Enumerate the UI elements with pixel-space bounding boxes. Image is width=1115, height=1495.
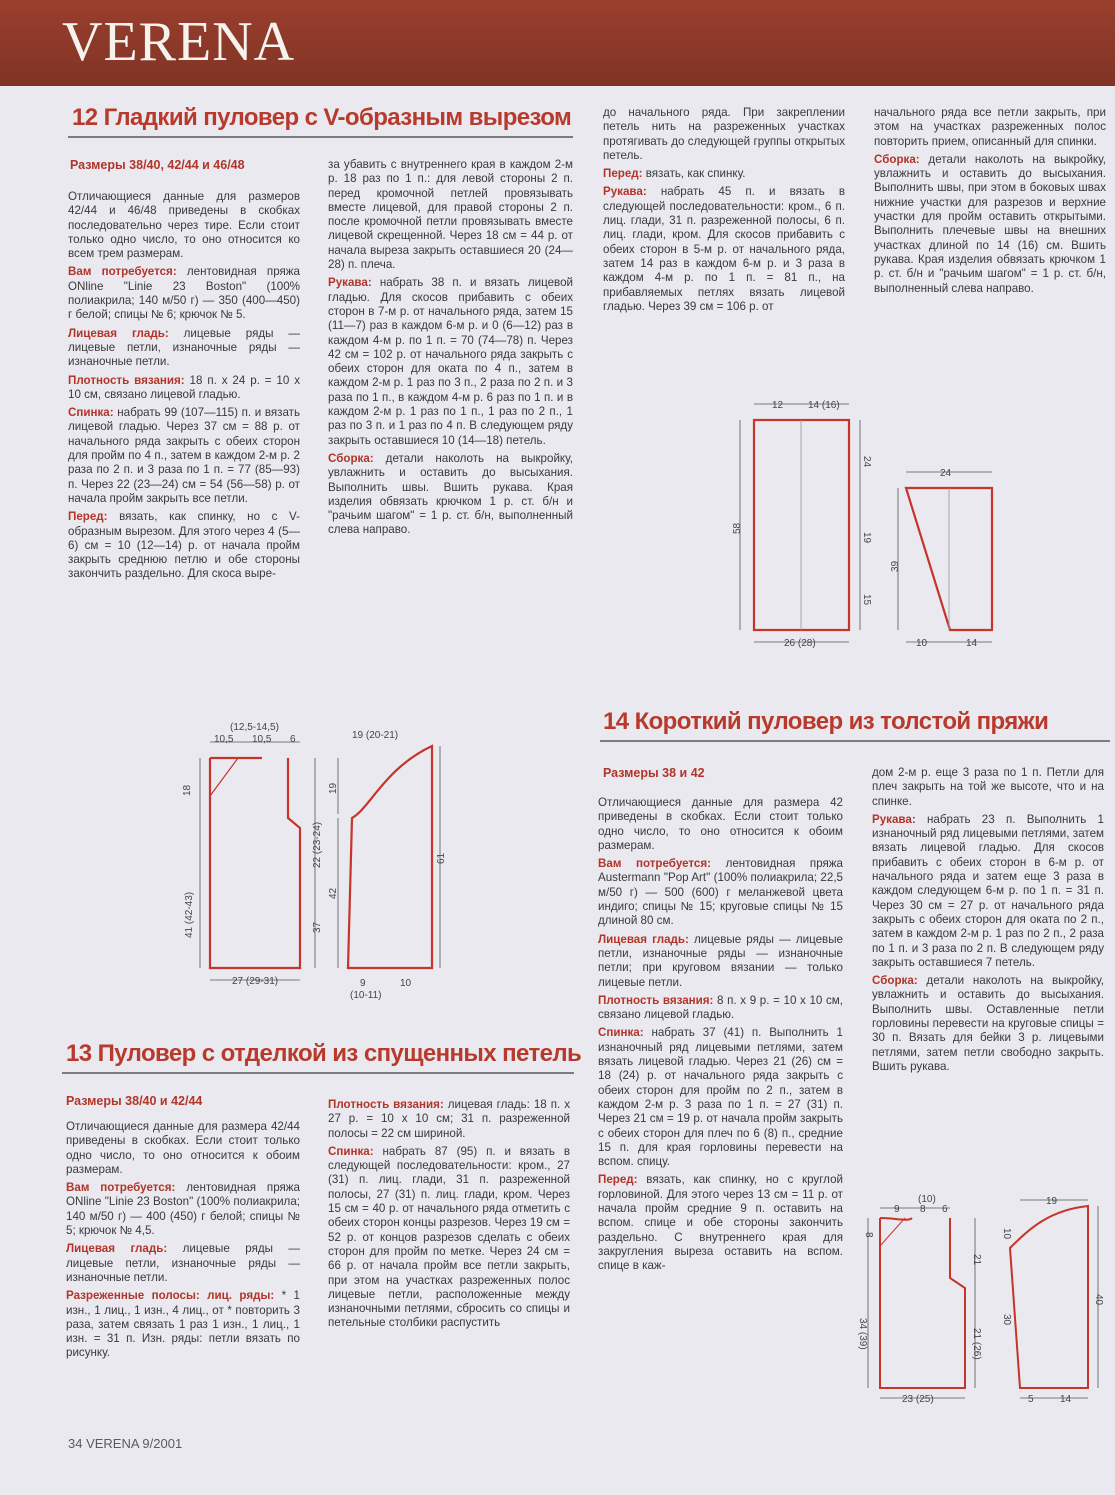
dim14-l8: 8 (863, 1232, 874, 1238)
paragraph-text: детали наколоть на выкройку, увлажнить и оставить до высыхания. Выполнить швы. Оставленные петли горловины перевести на круговые спицы = 30 п. Вязать для бейки 3 р. лицевыми петлями, затем петли свободно закрыть. Вшить рукава. (872, 974, 1104, 1073)
paragraph-label: Сборка: (872, 974, 918, 988)
dim13-r24: 24 (861, 456, 872, 468)
paragraph (874, 106, 1106, 149)
paragraph-label: Плотность вязания: (598, 993, 714, 1007)
paragraph-label: Перед: (68, 510, 108, 524)
sleeve-schema (348, 746, 432, 968)
paragraph-label: Вам потребуется: (66, 1181, 176, 1195)
paragraph-text: вязать, как спинку. (642, 167, 746, 181)
section-12-rule (68, 136, 573, 138)
dim13-s39: 39 (890, 560, 901, 572)
paragraph (66, 1242, 300, 1285)
section-12-column-2 (328, 158, 573, 542)
paragraph-text: детали наколоть на выкройку, увлажнить и оставить до высыхания. Выполнить швы, при этом в боковых швах нижние участки для разрезов и верхние участки для пройм оставить открытыми. Выполнить плечевые швы на внешних участках длиной по 14 (16) см. Вшить рукава. Края изделия обвязать крючком 1 р. ст. б/н и "рачьим шагом" = 1 р. ст. б/н, выполненный слева направо. (874, 152, 1106, 295)
section-14-title: 14 Короткий пуловер из толстой пряжи (603, 708, 1049, 735)
dim-left-18: 18 (182, 784, 193, 796)
dim13-sb2: 14 (966, 638, 978, 649)
dim-sleeve-b2: 10 (400, 978, 412, 989)
paragraph-label: Плотность вязания: (68, 373, 185, 387)
section-13-assembly-column (874, 106, 1106, 300)
paragraph-label: Плотность вязания: (328, 1098, 444, 1111)
dim14-l34: 34 (39) (857, 1318, 868, 1350)
paragraph-text: лицевые ряды — лицевые петли, изнаночные ряды — изнаночные петли. (66, 1242, 300, 1284)
dim14-sb1: 5 (1028, 1394, 1034, 1405)
paragraph-text: 8 п. х 9 р. = 10 х 10 см, связано лицевой гладью. (598, 993, 844, 1022)
dim14-t3: 6 (942, 1204, 948, 1215)
dim14-t1: 9 (894, 1204, 900, 1215)
paragraph-text: лентовидная пряжа ONline "Linie 23 Boston" (100% полиакрила; 140 м/50 г) — 350 (400—450) г белой; спицы № 6; крючок № 5. (68, 265, 300, 322)
paragraph (598, 933, 843, 990)
paragraph-label: Перед: (603, 167, 643, 181)
paragraph (66, 1120, 300, 1177)
paragraph-text: Отличающиеся данные для размера 42 приведены в скобках. Если стоит только одно число, то оно относится к обоим размерам. (598, 796, 843, 852)
paragraph-label: Лицевая гладь: (598, 932, 689, 946)
section-13-sizes: Размеры 38/40 и 42/44 (66, 1094, 203, 1108)
paragraph-label: Сборка: (874, 152, 920, 166)
dim13-t2: 14 (16) (808, 400, 840, 411)
dim14-r21: 21 (971, 1254, 982, 1266)
paragraph-label: Разреженные полосы: лиц. ряды: (66, 1289, 275, 1303)
dim-sleeve-b1: 9 (360, 978, 366, 989)
paragraph-text: набрать 23 п. Выполнить 1 изнаночный ряд лицевыми петлями, затем вязать лицевой гладью. Для скосов прибавить с обеих сторон в 6-м р. от начального ряда и затем еще 3 раза в каждом следующем 6-м р. по 1 п. = 31 п. Через 30 см = 27 р. от начального ряда закрыть с обеих сторон для оката по 2 п., затем в каждом 2-м р. 1 раз по 2 п., 2 раза по 1 п. и 3 раза по 2 п. В следующем ряду закрыть оставшиеся 7 петель. (872, 812, 1104, 969)
paragraph (598, 857, 843, 928)
paragraph (874, 153, 1106, 296)
section-12-column-1 (68, 190, 300, 586)
paragraph-label: Вам потребуется: (598, 857, 712, 871)
paragraph (872, 766, 1104, 809)
paragraph (328, 276, 573, 448)
paragraph-text: набрать 99 (107—115) п. и вязать лицевой гладью. Через 37 см = 88 р. от начального ряда закрыть с обеих сторон для пройм по 4 п., затем в каждом 2-м р. 2 раза по 2 п. и 3 раза по 1 п. = 77 (85—93) п. Через 22 (23—24) см = 54 (56—58) р. от начала пройм закрыть все петли. (68, 406, 300, 505)
paragraph (66, 1289, 300, 1360)
dim-top-d: 6 (290, 734, 296, 745)
dim14-s10: 10 (1001, 1228, 1012, 1240)
section-14-rule (600, 740, 1110, 742)
paragraph (68, 327, 300, 370)
section-13-rule (62, 1072, 574, 1074)
paragraph-text: детали наколоть на выкройку, увлажнить и оставить до высыхания. Выполнить швы. Вшить рукава. Края изделия обвязать крючком 1 р. ст. б/н и "рачьим шагом" = 1 р. ст. б/н, выполненный слева направо. (328, 451, 573, 537)
dim13-bottom: 26 (28) (784, 638, 816, 649)
dim14-s30: 30 (1001, 1314, 1012, 1326)
section-13-column-1 (66, 1120, 300, 1365)
paragraph-text: * 1 изн., 1 лиц., 1 изн., 4 лиц., от * повторить 3 раза, затем связать 1 раз 1 изн., 1 лиц., 1 изн. = 31 п. Изн. ряды: петли вязать по рисунку. (66, 1289, 300, 1360)
paragraph (598, 1026, 843, 1169)
dim14-bottom: 23 (25) (902, 1394, 934, 1405)
dim-sleeve-b3: (10-11) (350, 990, 382, 1001)
section-13-column-2 (328, 1098, 570, 1335)
dim13-r15: 15 (861, 594, 872, 606)
magazine-logo: VERENA (62, 11, 296, 73)
body-schema (754, 420, 992, 630)
sweater-schema (880, 1206, 1088, 1388)
paragraph (598, 796, 843, 853)
paragraph-text: лентовидная пряжа ONline "Linie 23 Boston" (100% полиакрила; 140 м/50 г) — 400 (450) г белой; спицы № 5; крючок № 4,5. (66, 1181, 300, 1238)
paragraph (598, 1173, 843, 1273)
paragraph (68, 510, 300, 581)
dim-top-c: 10,5 (252, 734, 272, 745)
dim-top-b: 10,5 (214, 734, 234, 745)
paragraph (872, 813, 1104, 970)
paragraph (598, 994, 843, 1023)
dim14-s40: 40 (1093, 1294, 1104, 1306)
paragraph (68, 190, 300, 261)
paragraph (328, 452, 573, 538)
paragraph-text: Отличающиеся данные для размера 42/44 приведены в скобках. Если стоит только одно число, то оно относится к обоим размерам. (66, 1120, 300, 1176)
pattern-diagram-13 (720, 390, 1020, 660)
paragraph-text: 18 п. х 24 р. = 10 х 10 см, связано лицевой гладью. (68, 373, 300, 401)
paragraph-label: Лицевая гладь: (68, 326, 169, 340)
paragraph-label: Спинка: (598, 1026, 644, 1040)
paragraph (603, 185, 845, 314)
paragraph-label: Рукава: (872, 812, 916, 826)
paragraph-text: лицевая гладь: 18 п. х 27 р. = 10 х 10 см; 31 п. разреженной полосы = 22 см шириной. (328, 1098, 570, 1140)
paragraph (328, 1098, 570, 1141)
page-footer: 34 VERENA 9/2001 (68, 1436, 183, 1451)
paragraph (603, 106, 845, 163)
section-14-column-1 (598, 796, 843, 1278)
pattern-diagram-14 (850, 1188, 1110, 1408)
dim-sleeve-19: 19 (328, 782, 339, 794)
dim14-top: (10) (918, 1194, 936, 1205)
pattern-diagram-12 (170, 718, 460, 1008)
dim-right-22: 22 (23-24) (312, 821, 323, 868)
paragraph-text: набрать 45 п. и вязать в следующей последовательности: кром., 6 п. лиц. глади, 31 п. разреженной полосы, 6 п. лиц. глади, кром. Для скосов прибавить с обеих сторон в 5-м р. от начального ряда, затем 14 раз в каждом 6-м р. и 3 раза в каждом 4-м р. по 1 п. = 81 п., на прибавляемых петлях вязать лицевой гладью. Через 39 см = 106 р. от (603, 185, 845, 313)
paragraph (872, 974, 1104, 1074)
paragraph-text: за убавить с внутреннего края в каждом 2-м р. 18 раз по 1 п.: для левой стороны 2 п. перед кромочной петлей провязывать вместе лицевой, для правой стороны 2 п. после кромочной петли провязывать вместе лицевой скрещенной. Через 18 см = 44 р. от начала выреза закрыть оставшиеся 20 (24—28) п. плеча. (328, 158, 573, 272)
paragraph-label: Вам потребуется: (68, 265, 177, 279)
paragraph-text: начального ряда все петли закрыть, при этом на участках разреженных полос повторить прием, описанный для спинки. (874, 106, 1106, 148)
dim14-t2: 8 (920, 1204, 926, 1215)
paragraph-text: вязать, как спинку, но с V-образным вырезом. Для этого через 4 (5—6) см = 10 (12—14) р. от начала пройм закрыть среднюю петлю и обе стороны закончить раздельно. Для скоса выре- (68, 510, 300, 581)
section-14-column-2 (872, 766, 1104, 1078)
paragraph (328, 1145, 570, 1331)
paragraph-text: вязать, как спинку, но с круглой горловиной. Для этого через 13 см = 11 р. от начала пройм средние 9 п. оставить на вспом. спице и обе стороны закончить раздельно. С внутреннего края для закругления выреза оставить на вспом. спице в каж- (598, 1173, 843, 1273)
paragraph-label: Рукава: (328, 276, 372, 290)
paragraph (328, 158, 573, 272)
paragraph-text: набрать 87 (95) п. и вязать в следующей последовательности: кром., 27 (31) п. лиц. глади, 31 п. разреженной полосы, 27 (31) п. лиц. глади, кром. Через 15 см = 40 р. от начального ряда отметить с обеих сторон концы разрезов. Через 19 см = 52 р. от концов разрезов сделать с обеих сторон для пройм по метке. Через 24 см = 66 р. от начала пройм все петли закрыть, при этом на участках разреженных полос лицевые петли, расположенные между изнаночными петлями, сбросить со спицы и петельные столбики распустить (328, 1144, 570, 1330)
paragraph-text: лентовидная пряжа Austermann "Pop Art" (100% полиакрила; 22,5 м/50 г) — 500 (600) г меланжевой цвета индиго; спицы № 15; круговые спицы № 15 длиной 80 см. (598, 857, 843, 928)
dim14-r21b: 21 (26) (971, 1328, 982, 1360)
paragraph-label: Лицевая гладь: (66, 1242, 168, 1256)
dim-left-41: 41 (42-43) (184, 891, 195, 938)
paragraph-text: набрать 38 п. и вязать лицевой гладью. Для скосов прибавить с обеих сторон в 7-м р. от начального ряда, затем 15 (11—7) раз в каждом 6-м р. и 0 (6—12) раз в каждом 4-м р. по 1 п. = 70 (74—78) п. Через 42 см = 102 р. от начального ряда закрыть с обеих сторон для оката по 4 п., затем в каждом 2-м р. 1 раз по 3 п., 2 раза по 2 п. и 3 раза по 1 п., в каждом 4-м р. 6 раз по 1 п. и в каждом 2-м р. 1 раз по 1 п., 1 раз по 2 п., 1 раз по 3 п. и 1 раз по 4 п. В следующем ряду закрыть оставшиеся 10 (14—18) петель. (328, 276, 573, 447)
section-13-title: 13 Пуловер с отделкой из спущенных петель (66, 1040, 582, 1067)
dim13-r19: 19 (861, 532, 872, 544)
paragraph (603, 167, 845, 181)
paragraph (68, 265, 300, 322)
paragraph-label: Спинка: (68, 406, 114, 420)
paragraph (68, 374, 300, 403)
paragraph-text: до начального ряда. При закреплении петель нить на разреженных участках протягивать до следующей группы открытых петель. (603, 106, 845, 162)
dim-sleeve-top: 19 (20-21) (352, 730, 399, 741)
header-band (0, 0, 1115, 88)
dim-top-a: (12,5-14,5) (230, 722, 279, 733)
paragraph-label: Перед: (598, 1173, 638, 1187)
back-front-schema (210, 758, 300, 968)
dim-sleeve-42: 42 (328, 887, 339, 899)
paragraph-label: Рукава: (603, 185, 647, 199)
dim14-s19: 19 (1046, 1196, 1058, 1207)
dim14-sb2: 14 (1060, 1394, 1072, 1405)
paragraph-text: дом 2-м р. еще 3 раза по 1 п. Петли для плеч закрыть на той же высоте, что и на спинке. (872, 766, 1104, 808)
section-13-continuation-column (603, 106, 845, 318)
dim-sleeve-61: 61 (436, 852, 447, 864)
section-12-sizes: Размеры 38/40, 42/44 и 46/48 (70, 158, 245, 172)
dim13-l58: 58 (732, 522, 743, 534)
paragraph (68, 406, 300, 506)
dim-bottom: 27 (29-31) (232, 976, 279, 987)
dim13-s24: 24 (940, 468, 952, 479)
paragraph-text: набрать 37 (41) п. Выполнить 1 изнаночный ряд лицевыми петлями, затем вязать лицевой гладью. Через 21 (26) см = 18 (24) р. от начального ряда закрыть с обеих сторон для пройм по 2 п., затем в каждом 2-м р. 3 раза по 1 п. = 27 (31) п. Через 21 см = 19 р. от начала пройм закрыть с обеих сторон для плеч по 6 (8) п., средние 15 п. для края горловины перевести на вспом. спицу. (598, 1026, 843, 1169)
dim13-t1: 12 (772, 400, 784, 411)
paragraph-text: лицевые ряды — лицевые петли, изнаночные ряды — изнаночные петли. (68, 326, 300, 369)
section-12-title: 12 Гладкий пуловер с V-образным вырезом (72, 104, 572, 131)
paragraph-text: Отличающиеся данные для размеров 42/44 и 46/48 приведены в скобках последовательно через тире. Если стоит только одно число, то оно относится ко всем трем размерам. (68, 190, 300, 261)
dim13-sb1: 10 (916, 638, 928, 649)
section-14-sizes: Размеры 38 и 42 (603, 766, 705, 780)
paragraph-text: лицевые ряды — лицевые петли, изнаночные ряды — изнаночные петли; при круговом вязании — только лицевые петли. (598, 932, 844, 989)
paragraph (66, 1181, 300, 1238)
paragraph-label: Сборка: (328, 451, 374, 465)
paragraph-label: Спинка: (328, 1144, 374, 1158)
dim-right-37: 37 (312, 921, 323, 933)
